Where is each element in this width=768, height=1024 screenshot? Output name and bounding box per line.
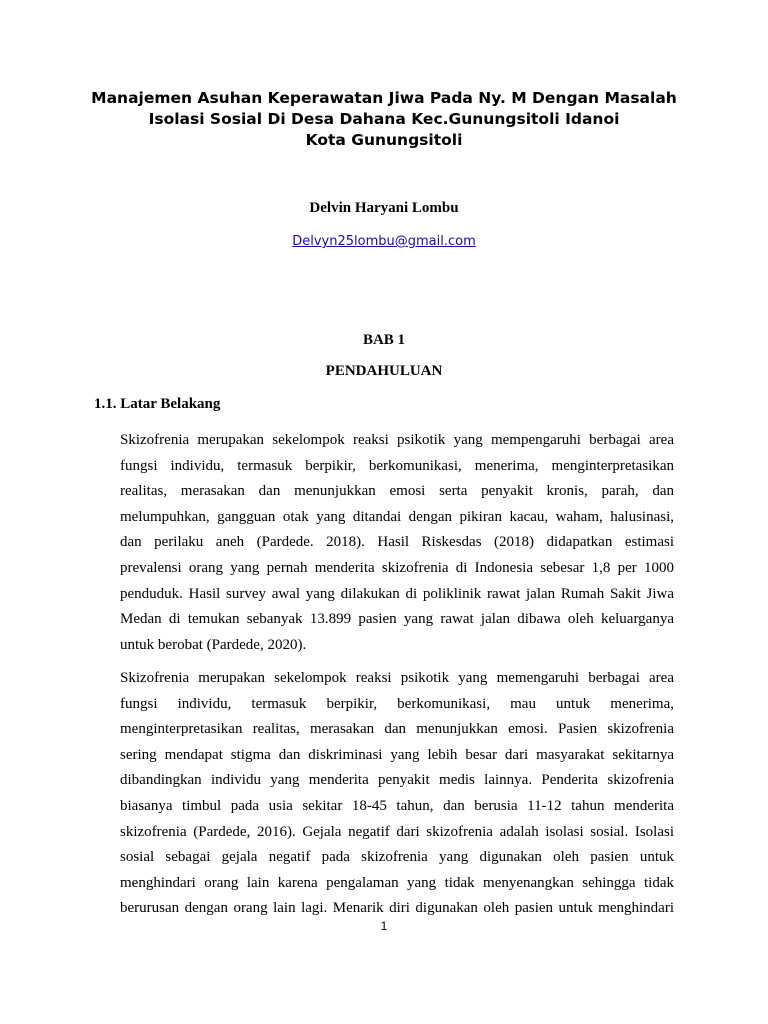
author-name: Delvin Haryani Lombu xyxy=(309,200,459,216)
paragraph-line: realitas, merasakan dan menunjukkan emosi serta penyakit kronis, parah, dan xyxy=(120,483,674,500)
author-email-container xyxy=(0,233,768,251)
paragraph-line: fungsi individu, termasuk berpikir, berkomunikasi, mau untuk menerima, xyxy=(120,695,674,712)
paragraph-line: dan perilaku aneh (Pardede. 2018). Hasil Riskesdas (2018) didapatkan estimasi xyxy=(120,534,674,551)
chapter-title: PENDAHULUAN xyxy=(325,363,443,379)
title-line-3: Kota Gunungsitoli xyxy=(305,131,463,149)
paragraph-1 xyxy=(120,428,674,658)
paragraph-2 xyxy=(120,666,674,922)
page-number: 1 xyxy=(380,919,388,933)
paragraph-line: berurusan dengan orang lain lagi. Menarik diri digunakan oleh pasien untuk menghindari xyxy=(120,900,674,917)
paragraph-line: penduduk. Hasil survey awal yang dilakukan di poliklinik rawat jalan Rumah Sakit Jiwa xyxy=(120,585,674,602)
paragraph-line: dibandingkan individu yang menderita penyakit medis lainnya. Penderita skizofrenia xyxy=(120,772,674,789)
paragraph-line: melumpuhkan, gangguan otak yang ditandai dengan pikiran kacau, waham, halusinasi, xyxy=(120,508,674,525)
paragraph-line: fungsi individu, termasuk berpikir, berkomunikasi, menerima, menginterpretasikan xyxy=(120,457,674,474)
paragraph-line: skizofrenia (Pardede, 2016). Gejala negatif dari skizofrenia adalah isolasi sosial. Isolasi xyxy=(120,823,674,840)
author-email-link[interactable]: Delvyn25lombu@gmail.com xyxy=(292,234,476,249)
paragraph-line: Medan di temukan sebanyak 13.899 pasien yang rawat jalan dibawa oleh keluarganya xyxy=(120,611,674,628)
paragraph-line: menginterpretasikan realitas, merasakan dan menunjukkan emosi. Pasien skizofrenia xyxy=(120,721,674,738)
document-title xyxy=(60,88,708,151)
paragraph-line: menghindari orang lain karena pengalaman yang tidak menyenangkan sehingga tidak xyxy=(120,874,674,891)
paragraph-line: untuk berobat (Pardede, 2020). xyxy=(120,636,307,653)
paragraph-line: prevalensi orang yang pernah menderita skizofrenia di Indonesia sebesar 1,8 per 1000 xyxy=(120,559,674,576)
paragraph-line: Skizofrenia merupakan sekelompok reaksi psikotik yang mempengaruhi berbagai area xyxy=(120,432,674,448)
paragraph-line: Skizofrenia merupakan sekelompok reaksi psikotik yang memengaruhi berbagai area xyxy=(120,670,674,686)
chapter-number: BAB 1 xyxy=(362,332,406,348)
paragraph-line: sering mendapat stigma dan diskriminasi yang lebih besar dari masyarakat sekitarnya xyxy=(120,746,674,763)
paragraph-line: biasanya timbul pada usia sekitar 18-45 tahun, dan berusia 11-12 tahun menderita xyxy=(120,797,674,814)
title-line-2: Isolasi Sosial Di Desa Dahana Kec.Gunungsitoli Idanoi xyxy=(148,110,620,128)
section-heading: 1.1. Latar Belakang xyxy=(94,396,221,412)
paragraph-line: sosial sebagai gejala negatif pada skizofrenia yang digunakan oleh pasien untuk xyxy=(120,849,674,866)
title-line-1: Manajemen Asuhan Keperawatan Jiwa Pada Ny. M Dengan Masalah xyxy=(91,89,677,107)
